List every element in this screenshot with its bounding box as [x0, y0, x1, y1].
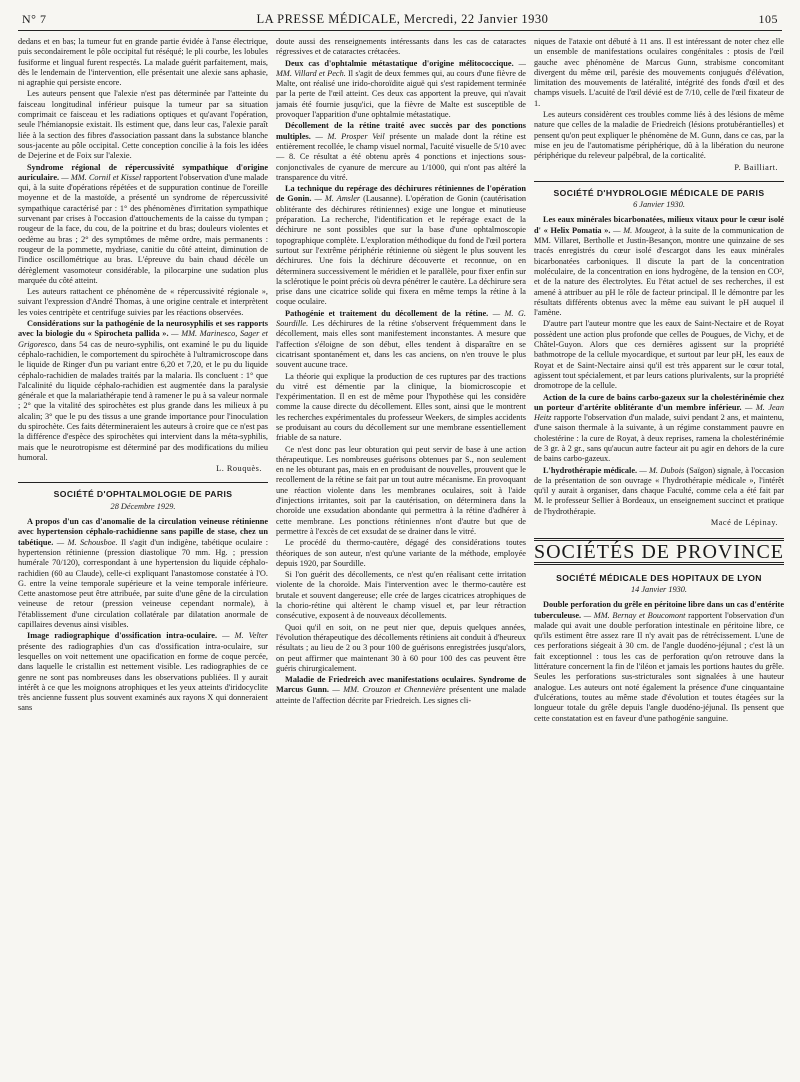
signature: P. Bailliart. [734, 162, 778, 172]
article-body: rapportent l'observation d'une malade qui, à la suite d'opérations répétées et de suppuration continue de l'oreille moyenne et de la mastoïde, a présenté un syndrome de répercussivité sympathique caractérisé par : 1° des phénomènes d'irritation sympathique survenant par crises à l'occasion d'attouchements de la caisse du tympan ; rougeur de la face, du cou, de la poitrine et du bras; douleurs violentes et oedème au bras ; 2° des symptômes de même ordre, mais permanents : rougeur de la pommette, mydriase, canitie du côté atteint, diminution de l'indice oscillométrique au bras. L'épreuve du bain chaud décèle un dérèglement vasomoteur considérable, la pilocarpine une sudation plus marquée du côté atteint. [18, 172, 268, 285]
article-authors: — M. G. Sourdille. [276, 308, 526, 329]
paragraph: doute aussi des renseignements intéressants dans les cas de cataractes régressives et de cataractes crétacées. [276, 37, 526, 57]
article-body: rapportent l'observation d'un malade qui avait une double perforation intestinale en péritoine libre, ce qu'ils estiment être assez rare Il n'y avait pas de rétrécissement. L'une de ces perforations siégeait à 30 cm. de l'angle duodéno-jéjunal ; c'est là un fait exceptionnel : tous les cas de perforation qu'on retrouve dans la littérature concernent la fin de l'iléon et jamais les portions hautes du grêle. Seules les perforations sus-stricturales sont signalées à une hauteur analogue. Les auteurs ont noté également la présence d'une cinquantaine d'ulcérations, toutes au même stade d'évolution et toutes étagées sur la longueur totale du grêle depuis l'angle duodéno-jéjunal. Ils pensent que cette constatation est en faveur d'une pathogénie sanguine. [534, 610, 784, 723]
article-authors: — MM. Bernay et Boucomont [583, 610, 686, 620]
article-authors: — M. Amsler [314, 194, 361, 204]
article-title: L'hydrothérapie médicale. [543, 465, 638, 475]
paragraph [276, 59, 526, 121]
page-header [18, 12, 782, 31]
section-date: 14 Janvier 1930. [631, 584, 687, 594]
article-authors: — M. Prosper Veil [315, 131, 385, 141]
column-2 [276, 37, 526, 1077]
article-body: (Lausanne). L'opération de Gonin (cautérisation oblitérante des déchirures rétiniennes) exige une longue et minutieuse préparation. La recherche, l'identification et le repérage exact de la déchirure ne sont possibles que sur la base d'une ophtalmoscopie topographique complète. L'exploration méthodique du fond de l'œil portera surtout sur l'extrême périphérie rétinienne où siègent le plus souvent les déchirures. Une fois la déchirure découverte et reconnue, on en déterminera successivement le méridien et le parallèle, pour fixer enfin sur la sclérotique le point précis où devra pénétrer le cautère. La déchirure sera prise dans une cicatrice solide qui fixera en même temps la rétine à la coque oculaire. [276, 194, 526, 307]
paragraph [18, 631, 268, 713]
article-title: Maladie de Friedreich avec manifestations oculaires. Syndrome de Marcus Gunn. [276, 675, 526, 695]
column-3 [534, 37, 784, 1077]
column-1 [18, 37, 268, 1077]
article-title: Double perforation du grêle en péritoine libre dans un cas d'entérite tuberculeuse. [534, 600, 784, 620]
paragraph: Le procédé du thermo-cautère, dégagé des considérations toutes théoriques de son auteur, n'est qu'une variante de la méthode, employée depuis 1920, par Sourdille. [276, 538, 526, 568]
article-authors: — MM. Cornil et Kissel [61, 172, 142, 182]
paragraph: Les auteurs rattachent ce phénomène de « répercussivité régionale », suivant l'expression d'André Thomas, à une origine centrale et interprètent les voies centripète et centrifuge suivies par les réactions observées. [18, 287, 268, 317]
section-heading: SOCIÉTÉ MÉDICALE DES HOPITAUX DE LYON [556, 572, 762, 583]
article-authors: — M. Mougeot, [613, 225, 667, 235]
article-body: dans 54 cas de neuro-syphilis, ont examiné le pu du liquide céphalo-rachidien, le comportement du spirochète à l'ultramicroscope dans le liquide de Ringer d'un pu variant entre 6,20 et 7,20, et le pu du liquide céphalo-rachidien de malades traités par la malaria. Ils concluent : 1° que l'alcalinité du liquide céphalo-rachidien est augmentée dans la paralysie générale et que la malariathérapie tend à ramener le pu à sa valeur normale ; 2° que la vitalité des spirochètes est plus grande dans les milieux à pu alcalin; 3° que le pu des tissus a une grande importance pour l'inoculation du spirochète. Ces faits détermineraient les auteurs à croire que ce n'est pas la différence d'espèce des spirochètes qui intervient dans la méta-syphilis, mais que le neurotropisme est déterminé par des modifications du milieu humoral. [18, 339, 268, 462]
section-heading: SOCIÉTÉ D'OPHTALMOLOGIE DE PARIS [18, 482, 268, 499]
article-body: à la suite de la communication de MM. Villaret, Bertholle et Justin-Besançon, montre une quinzaine de ses tracés enregistrés du cœur isolé d'escargot dans les eaux minérales bicarbonatées carboniques. Il discute la part de la concentration moléculaire, de la concentration en ions hydrogène, de la tension en CO², et de la nature des électrolytes. Eu l'état actuel de ses recherches, il est amené à attribuer au pH le rôle de facteur principal. Il le démontre par les résultats différents obtenus avec la même eau suivant le pH auquel il l'amène. [534, 225, 784, 318]
section-date: 6 Janvier 1930. [633, 200, 685, 210]
paragraph [534, 466, 784, 517]
paragraph: La théorie qui explique la production de ces ruptures par des tractions du vitré est démentie par la clinique, la biomicroscopie et l'expérimentation. Il en est de même pour l'hypothèse qui les considère comme la cause directe du décollement. Elles sont, ainsi que le montrent les recherches expérimentales du professeur Weekers, de simples accidents se produisant au cours du décollement sur une membrane essentiellement friable de sa nature. [276, 371, 526, 443]
journal-title: LA PRESSE MÉDICALE, Mercredi, 22 Janvier 1930 [256, 12, 549, 26]
columns [18, 37, 782, 1077]
signature: Macé de Lépinay. [710, 518, 778, 528]
paragraph: Quoi qu'il en soit, on ne peut nier que, depuis quelques années, l'évolution thérapeutique des décollements rétiniens ait conduit à d'heureux résultats ; au lieu de 2 ou 3 pour 100 de guérisons enregistrées jusqu'alors, on peut affirmer que maintenant 30 à 60 pour 100 des cas peuvent être guéris chirurgicalement. [276, 622, 526, 673]
paragraph [534, 393, 784, 465]
article-title: A propos d'un cas d'anomalie de la circulation veineuse rétinienne avec hypertension céphalo-rachidienne sans papille de stase, chez un tabétique. [18, 517, 268, 547]
article-authors: — MM. Marinesco, Sager et Grigoresco, [18, 329, 268, 349]
paragraph: D'autre part l'auteur montre que les eaux de Saint-Nectaire et de Royat possèdent une action plus profonde que celles de Pougues, de Vichy, et de Châtel-Guyon. Alors que ces dernières agissent sur la propriété bathmotrope de la cellule myocardique, et surtout par leur pH, les eaux de Royat et de Saint-Nectaire ainsi qu'il est très apparent sur le cœur total, agissent tout spécialement, et par leurs cations plurivalents, sur la propriété dromotrope de la cellule. [534, 319, 784, 391]
paragraph [18, 163, 268, 287]
article-title: Syndrome régional de répercussivité sympathique d'origine auriculaire. [18, 162, 268, 182]
paragraph: niques de l'ataxie ont débuté à 11 ans. Il est intéressant de noter chez elle un ensemble de manifestations oculaires congénitales : ptosis de l'œil gauche avec phénomène de Marcus Gunn, strabisme concomitant divergent du même œil, parésie des mouvements conjugués d'élévation, limitation des mouvements de latéralité, intégrité des fonds d'œil et des champs visuels. L'acuité de l'œil dévié est de 7/10, celle de l'œil fixateur de 1. [534, 37, 784, 108]
paragraph: Si l'on guérit des décollements, ce n'est qu'en réalisant cette irritation violente de la choroïde. Mais l'intervention avec le thermo-cautère est brutale et souvent dangereuse; elle crée de larges cicatrices atrophiques de la chorio-rétine qui altèrent le champ visuel et, par leur rétraction consécutive, exposent à de nouveaux décollements. [276, 570, 526, 621]
paragraph [534, 215, 784, 318]
article-body: Les déchirures de la rétine s'observent fréquemment dans le décollement, mais elles sont manifestement inconstantes. A mesure que l'affection s'éloigne de son début, elles tendent à disparaître en se cicatrisant spontanément et, dans les cas anciens, on n'en trouve le plus souvent aucune trace. [276, 319, 526, 370]
paragraph [18, 517, 268, 630]
article-body: rapporte l'observation d'un malade, suivi pendant 2 ans, et maintenu, d'une saison thermale à la suivante, à un régime constamment pauvre en cholestérine : la cure de Royat, à deux reprises, ramena la cholestérinémie de 3 gr. à 2 gr., sans qu'aucun autre facteur ait pu agir en dehors de la cure de bains carbo-gazeux. [534, 413, 784, 464]
paragraph: Ce n'est donc pas leur obturation qui peut servir de base à une action thérapeutique. Les nombreuses guérisons obtenues par S., non seulement en ne les obturant pas, mais en en produisant de nouvelles, prouvent que le recollement de la rétine se fait par un tout autre mécanisme. En provoquant une réaction violente dans les membranes oculaires, soit à l'aide d'injections irritantes, soit par la cautérisation, on déterminera dans la choroïde une exsudation abondante qui permettra à la rétine d'adhérer à cette membrane. Les ponctions rétiniennes n'ont d'autre but que de permettre à l'excès de cet exsudat de se drainer dans le vitré. [276, 444, 526, 536]
article-authors: — MM. Crouzon et Chennevière [332, 685, 446, 695]
article-title: Pathogénie et traitement du décollement de la rétine. [285, 308, 489, 318]
article-authors: — M. Velter [222, 631, 268, 641]
article-title: Décollement de la rétine traité avec succès par des ponctions multiples. [276, 121, 526, 141]
paragraph [276, 675, 526, 706]
paragraph: dedans et en bas; la tumeur fut en grande partie évidée à l'anse électrique, puis secondairement le pôle occipital fut réséqué; le pli courbe, les lobules fusiforme et lingual furent respectés. La malade guérit parfaitement, mais, dès le lendemain de l'intervention, elle présentait une alexie sans aphasie, ni agraphie qui persiste encore. [18, 37, 268, 88]
paragraph: Les auteurs pensent que l'alexie n'est pas déterminée par l'atteinte du faisceau longitudinal inférieur puisque la tumeur par sa situation comprimait ce faisceau et les radiations optiques et qu'avant l'opération, seule l'hémianopsie existait. Ils estiment que, dans leur cas, l'alexie paraît liée à la section des fibres d'association passant dans la substance blanche sous-jacente au pôle occipital. Cette conception concilie à la fois les idées de Dejerine et de Foix sur l'alexie. [18, 89, 268, 161]
section-date: 28 Décembre 1929. [110, 501, 176, 511]
article-authors: — M. Schousboe. [56, 537, 118, 547]
paragraph [276, 121, 526, 183]
article-authors: — MM. Villard et Pech. [276, 58, 526, 78]
article-body: présente un malade dont la rétine est entièrement recollée, le champ visuel normal, l'acuité visuelle de 5/10 avec — 8. Ce résultat a été obtenu après 4 ponctions et injections sous-conjonctivales de cyanure de mercure au 1/1000, qui n'ont pas altéré la transparence du vitré. [276, 131, 526, 182]
paragraph [18, 319, 268, 463]
paragraph [534, 600, 784, 724]
article-title: Deux cas d'ophtalmie métastatique d'origine mélitococcique. [285, 58, 514, 68]
article-body: Il s'agit d'un indigène, tabétique oculaire : hypertension rétinienne (pression diastolique 70 mm. Hg. ; pression humérale 70/120), correspondant à une hypertension du liquide céphalo-rachidien (60 au Claude), celle-ci expliquant l'anastomose constatée à l'O. G. entre la veine temporale supérieure et la veine temporale inférieure. Cette anastomose peut être attribuée, par suite d'une gêne de la circulation veineuse de retour (pression veineuse cependant normale), à l'établissement d'une circulation collatérale par dilatation anormale de capillaires devenus ainsi visibles. [18, 537, 268, 630]
article-body: présentent une malade atteinte de l'affection décrite par Friedreich. Les signes cli- [276, 685, 526, 705]
article-body: Il s'agit de deux femmes qui, au cours d'une fièvre de Malte, ont réalisé une irido-choroïdite aiguë qui s'est rapidement terminée par la perte de l'œil atteint. Ces deux cas apportent la preuve, qui n'avait jamais été fournie jusqu'ici, que la fièvre de Malte est susceptible de provoquer l'apparition d'une ophtalmie métastatique. [276, 68, 526, 120]
article-body: présente des radiographies d'un cas d'ossification intra-oculaire, sur lesquelles on voit nettement une opacification en forme de coque percée, dans laquelle le cristallin est nettement visible. Les radiographies de ce genre ne sont pas nombreuses dans les observations publiées. Il y aurait intérêt à ce que les moignons atrophiques et les yeux atteints d'iridocyclite très ancienne fussent plus souvent examinés aux rayons X qui donneraient sans [18, 641, 268, 713]
article-title: Action de la cure de bains carbo-gazeux sur la cholestérinémie chez un porteur d'artérite oblitérante d'un membre inférieur. [534, 392, 784, 412]
paragraph [276, 184, 526, 308]
page-number: 105 [758, 12, 778, 26]
article-title: Les eaux minérales bicarbonatées, milieux vitaux pour le cœur isolé d' « Helix Pomatia ». [534, 215, 784, 235]
article-title: La technique du repérage des déchirures rétiniennes de l'opération de Gonin. [276, 184, 526, 204]
section-heading: SOCIÉTÉ D'HYDROLOGIE MÉDICALE DE PARIS [534, 181, 784, 198]
article-authors: — M. Dubois [639, 465, 685, 475]
article-authors: — M. Jean Heitz [534, 402, 784, 423]
article-title: Image radiographique d'ossification intra-oculaire. [27, 631, 218, 641]
paragraph: Les auteurs considèrent ces troubles comme liés à des lésions de même nature que celles de la maladie de Friedreich (lésions protubérantielles) et pensent qu'on peut expliquer le phénomène de M. Gunn, dans ce cas, par la mise en jeu de l'automatisme périphérique, dû à la libération du neurone périphérique du releveur palpébral, de la corticalité. [534, 110, 784, 161]
signature: L. Rouquès. [216, 464, 262, 474]
article-body: (Saïgon) signale, à l'occasion de la présentation de son ouvrage « l'hydrothérapie médicale », l'intérêt qu'il y aurait à organiser, dans chaque Faculté, comme cela a été fait par M. le professeur Sellier à Bordeaux, un enseignement succinct et pratique de l'hydrothérapie. [534, 465, 784, 516]
issue-number: N° 7 [22, 12, 47, 26]
major-section-heading: SOCIÉTÉS DE PROVINCE [534, 538, 784, 564]
paragraph [276, 309, 526, 371]
article-title: Considérations sur la pathogénie de la neurosyphilis et ses rapports avec la biologie du « Spirocheta pallida ». [18, 319, 268, 339]
